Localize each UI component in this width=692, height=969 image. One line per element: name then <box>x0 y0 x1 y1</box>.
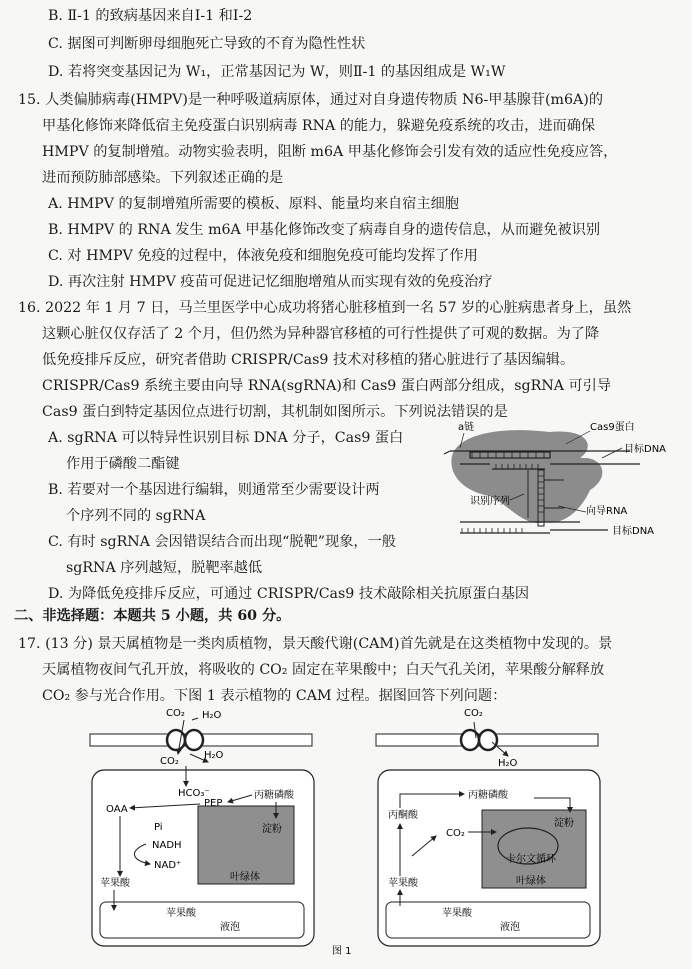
noon-calvin: 卡尔文循环 <box>506 854 556 865</box>
noon-triose: 丙糖磷酸 <box>468 790 508 801</box>
night-co2-top: CO₂ <box>166 708 185 719</box>
night-vac-malate: 苹果酸 <box>166 908 196 919</box>
q16-option-b: B. 若要对一个基因进行编辑，则通常至少需要设计两 <box>48 482 380 498</box>
crispr-figure <box>430 418 680 553</box>
noon-pyruvate: 丙酮酸 <box>388 810 418 821</box>
noon-chloroplast: 叶绿体 <box>516 876 546 887</box>
q16-stem-5: Cas9 蛋白到特定基因位点进行切割，其机制如图所示。下列说法错误的是 <box>42 404 508 420</box>
noon-starch: 淀粉 <box>554 818 574 829</box>
figure-caption: 图 1 <box>332 946 352 956</box>
noon-malate: 苹果酸 <box>388 878 418 889</box>
q15-option-b: B. HMPV 的 RNA 发生 m6A 甲基化修饰改变了病毒自身的遗传信息，从而避免被识别 <box>48 222 601 238</box>
q16-stem-2: 这颗心脏仅仅存活了 2 个月，但仍然为异种器官移植的可行性提供了可观的数据。为了降 <box>42 326 600 342</box>
night-starch: 淀粉 <box>262 824 282 835</box>
label-recognition-sequence: 识别序列 <box>470 496 510 507</box>
noon-co2: CO₂ <box>446 828 465 839</box>
label-guide-rna: 向导RNA <box>586 506 628 517</box>
label-cas9: Cas9蛋白 <box>590 422 635 433</box>
noon-title <box>438 706 458 707</box>
q15-stem-2: 甲基化修饰来降低宿主免疫蛋白识别病毒 RNA 的能力，躲避免疫系统的攻击，进而确保 <box>42 118 596 134</box>
q15-stem-1: 15. 人类偏肺病毒(HMPV)是一种呼吸道病原体，通过对自身遗传物质 N6-甲基腺苷(m6A)的 <box>18 92 604 108</box>
night-hco3: HCO₃⁻ <box>178 788 210 799</box>
night-title <box>150 706 170 707</box>
night-nadh: NADH <box>152 840 182 851</box>
noon-panel <box>376 706 600 946</box>
noon-vac-malate: 苹果酸 <box>442 908 472 919</box>
q14-option-c: C. 据图可判断卵母细胞死亡导致的不育为隐性性状 <box>48 36 366 52</box>
noon-co2-top: CO₂ <box>464 708 483 719</box>
night-pi: Pi <box>154 822 163 833</box>
q16-option-d: D. 为降低免疫排斥反应，可通过 CRISPR/Cas9 技术敲除相关抗原蛋白基因 <box>48 586 530 602</box>
night-oaa: OAA <box>106 804 128 815</box>
night-vacuole: 液泡 <box>220 922 240 933</box>
cam-figure <box>80 706 660 956</box>
q16-stem-3: 低免疫排斥反应，研究者借助 CRISPR/Cas9 技术对移植的猪心脏进行了基因编辑。 <box>42 352 575 368</box>
q15-option-c: C. 对 HMPV 免疫的过程中，体液免疫和细胞免疫可能均发挥了作用 <box>48 248 478 264</box>
q15-option-d: D. 再次注射 HMPV 疫苗可促进记忆细胞增殖从而实现有效的免疫治疗 <box>48 274 493 290</box>
night-h2o-out: H₂O <box>204 750 224 761</box>
q17-stem-3: CO₂ 参与光合作用。下图 1 表示植物的 CAM 过程。据图回答下列问题： <box>42 688 507 704</box>
night-co2-in: CO₂ <box>160 756 179 767</box>
q15-option-a: A. HMPV 的复制增殖所需要的模板、原料、能量均来自宿主细胞 <box>48 196 459 212</box>
q16-stem-1: 16. 2022 年 1 月 7 日，马兰里医学中心成功将猪心脏移植到一名 57 岁的心脏病患者身上，虽然 <box>18 300 632 316</box>
night-h2o-top: H₂O <box>202 710 222 721</box>
night-pep: PEP <box>204 798 223 809</box>
noon-vacuole: 液泡 <box>500 922 520 933</box>
label-a-chain: a链 <box>458 422 475 433</box>
q16-stem-4: CRISPR/Cas9 系统主要由向导 RNA(sgRNA)和 Cas9 蛋白两部分组成，sgRNA 可引导 <box>42 378 612 394</box>
night-chloroplast: 叶绿体 <box>230 872 260 883</box>
q15-stem-3: HMPV 的复制增殖。动物实验表明，阻断 m6A 甲基化修饰会引发有效的适应性免疫应答， <box>42 144 618 160</box>
q15-stem-4: 进而预防肺部感染。下列叙述正确的是 <box>42 170 284 186</box>
label-target-dna: 目标DNA <box>624 444 667 455</box>
night-nad: NAD⁺ <box>154 860 182 871</box>
q16-option-c: C. 有时 sgRNA 会因错误结合而出现“脱靶”现象，一般 <box>48 534 396 550</box>
night-panel <box>90 706 314 946</box>
q16-option-a: A. sgRNA 可以特异性识别目标 DNA 分子，Cas9 蛋白 <box>48 430 404 446</box>
label-target-dna-2: 目标DNA <box>612 526 655 537</box>
night-triose: 丙糖磷酸 <box>254 790 294 801</box>
q16-option-c-cont: sgRNA 序列越短，脱靶率越低 <box>66 560 263 576</box>
q14-option-d: D. 若将突变基因记为 W₁，正常基因记为 W，则Ⅱ-1 的基因组成是 W₁W <box>48 64 506 80</box>
q16-option-b-cont: 个序列不同的 sgRNA <box>66 508 206 524</box>
q17-stem-1: 17. (13 分) 景天属植物是一类肉质植物，景天酸代谢(CAM)首先就是在这类植物中发现的。景 <box>18 636 613 652</box>
q16-option-a-cont: 作用于磷酸二酯键 <box>66 456 180 472</box>
section-heading: 二、非选择题：本题共 5 小题，共 60 分。 <box>14 608 291 624</box>
q14-option-b: B. Ⅱ-1 的致病基因来自Ⅰ-1 和Ⅰ-2 <box>48 8 253 24</box>
q17-stem-2: 天属植物夜间气孔开放，将吸收的 CO₂ 固定在苹果酸中；白天气孔关闭，苹果酸分解释放 <box>42 662 605 678</box>
night-malate: 苹果酸 <box>100 878 130 889</box>
noon-h2o: H₂O <box>498 758 518 769</box>
